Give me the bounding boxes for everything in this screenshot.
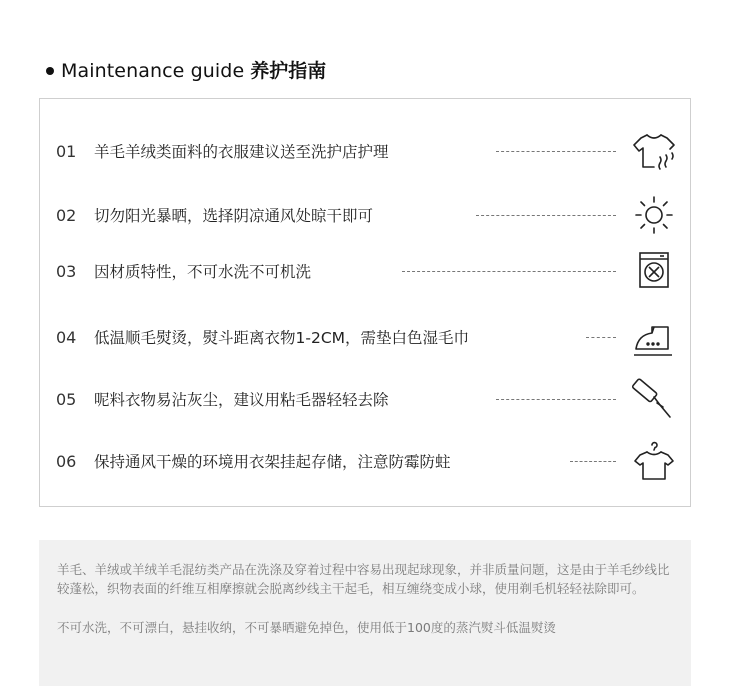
sun-icon [630, 191, 678, 239]
care-item [40, 374, 690, 424]
bullet-dot [46, 67, 54, 75]
care-item [40, 126, 690, 176]
care-item-text: 因材质特性，不可水洗不可机洗 [94, 263, 312, 281]
care-item [40, 312, 690, 362]
care-notes [39, 540, 691, 686]
care-item-number: 05 [56, 389, 77, 409]
care-item [40, 246, 690, 296]
care-item-text: 羊毛羊绒类面料的衣服建议送至洗护店护理 [94, 143, 389, 161]
iron-icon [630, 313, 678, 361]
dashed-leader [402, 271, 616, 272]
care-item-number: 01 [56, 141, 77, 161]
dashed-leader [496, 151, 616, 152]
care-item-number: 02 [56, 205, 77, 225]
tshirt-dry-clean-icon [630, 127, 678, 175]
no-washing-machine-icon [630, 247, 678, 295]
care-item-text: 保持通风干燥的环境用衣架挂起存储，注意防霉防蛀 [94, 453, 451, 471]
care-item-text: 切勿阳光暴晒，选择阴凉通风处晾干即可 [94, 207, 374, 225]
care-item-text: 低温顺毛熨烫，熨斗距离衣物1-2CM，需垫白色湿毛巾 [94, 329, 470, 347]
section-title-en: Maintenance guide [61, 60, 245, 82]
section-title [46, 56, 326, 86]
care-item-number: 03 [56, 261, 77, 281]
care-item [40, 436, 690, 486]
dashed-leader [586, 337, 616, 338]
care-item-text: 呢料衣物易沾灰尘，建议用粘毛器轻轻去除 [94, 391, 389, 409]
note-paragraph-washing: 不可水洗，不可漂白，悬挂收纳，不可暴晒避免掉色，使用低于100度的蒸汽熨斗低温熨烫 [57, 620, 556, 635]
dashed-leader [476, 215, 616, 216]
care-item-number: 04 [56, 327, 77, 347]
care-item [40, 190, 690, 240]
hanger-shirt-icon [630, 437, 678, 485]
dashed-leader [496, 399, 616, 400]
dashed-leader [570, 461, 616, 462]
care-item-number: 06 [56, 451, 77, 471]
care-instructions-box [39, 98, 691, 507]
note-paragraph-pilling: 羊毛、羊绒或羊绒羊毛混纺类产品在洗涤及穿着过程中容易出现起球现象，并非质量问题，这是由于羊毛纱线比较蓬松，织物表面的纤维互相摩擦就会脱离纱线主干起毛，相互缠绕变成小球，使用剃毛机轻轻祛除即可。 [57, 562, 670, 596]
lint-roller-icon [630, 375, 678, 423]
section-title-zh: 养护指南 [250, 60, 327, 82]
